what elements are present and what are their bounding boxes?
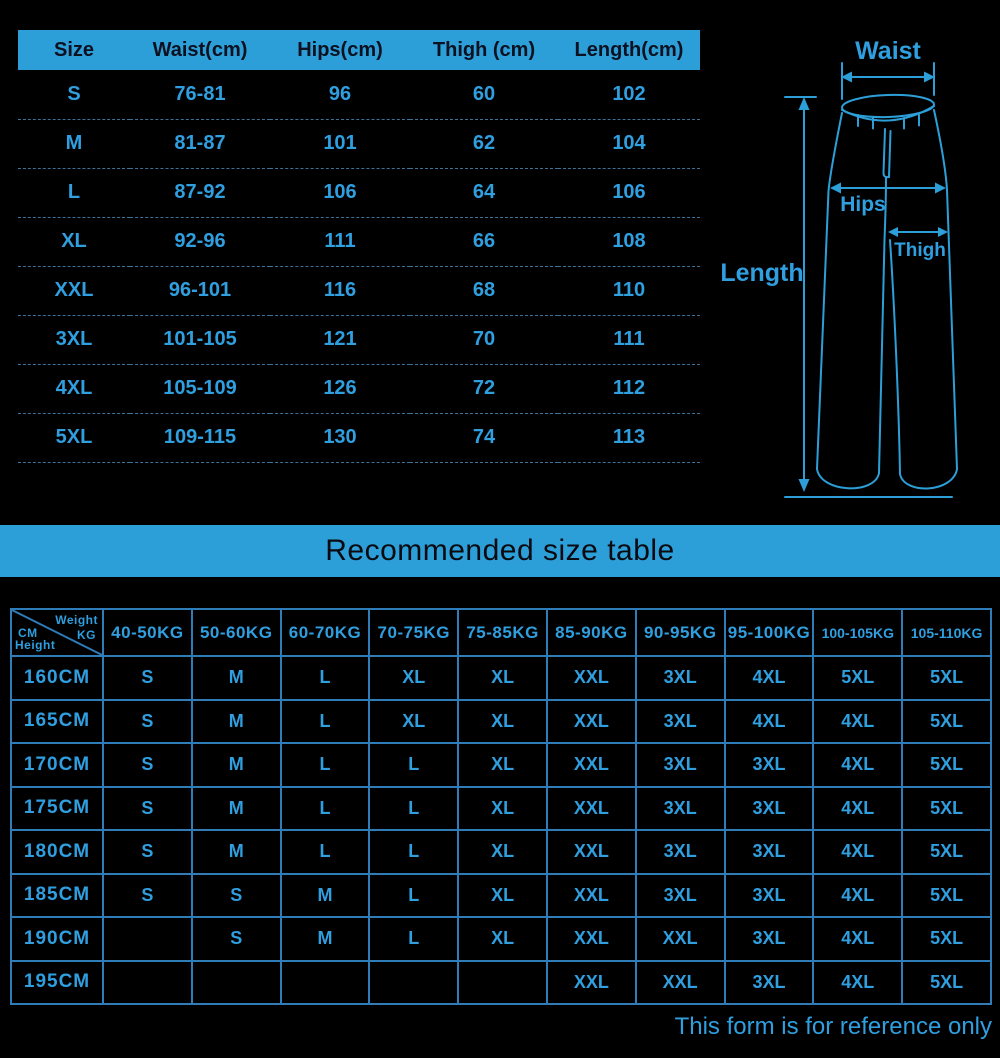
height-cell: 190CM [11,917,103,961]
corner-weight-label: Weight [55,613,98,627]
recommended-size-cell: 4XL [813,830,902,874]
recommended-size-cell: M [192,743,281,787]
corner-height-label: Height [15,638,56,652]
recommended-size-cell: XL [458,874,547,918]
recommended-size-cell: 5XL [902,656,991,700]
recommended-size-cell: L [281,700,370,744]
reference-note: This form is for reference only [674,1013,992,1040]
recommended-size-cell: XXL [547,700,636,744]
measurement-cell: 60 [410,70,558,119]
pants-diagram [700,25,1000,520]
recommended-size-cell: 3XL [636,787,725,831]
recommended-size-cell: 5XL [902,917,991,961]
weight-range-header: 50-60KG [192,609,281,656]
recommended-size-cell: L [281,787,370,831]
size-table-head-row [18,30,700,70]
recommended-size-cell [369,961,458,1005]
measurement-cell: 92-96 [130,217,270,266]
size-table-row [18,266,700,315]
height-cell: 195CM [11,961,103,1005]
recommended-size-cell: XXL [547,830,636,874]
recommended-size-cell: XXL [547,961,636,1005]
rec-table-row [11,874,991,918]
recommended-size-cell: 4XL [725,656,814,700]
recommended-size-cell: XL [458,656,547,700]
size-table-row [18,413,700,462]
measurement-cell: 87-92 [130,168,270,217]
recommended-size-cell: S [103,830,192,874]
rec-table-body [11,656,991,1004]
size-name-cell: 4XL [18,364,130,413]
recommended-size-cell: XL [458,700,547,744]
recommended-size-cell: 5XL [902,700,991,744]
recommended-size-cell: 3XL [725,787,814,831]
size-table-row [18,119,700,168]
recommended-size-cell: 4XL [813,874,902,918]
measurement-cell: 62 [410,119,558,168]
recommended-size-cell: M [281,874,370,918]
size-table-header-cell: Hips(cm) [270,30,410,70]
weight-range-header: 95-100KG [725,609,814,656]
size-table-body [18,70,700,462]
weight-range-header: 90-95KG [636,609,725,656]
recommended-size-cell: 4XL [813,917,902,961]
weight-range-header: 100-105KG [813,609,902,656]
recommended-size-cell: XXL [636,961,725,1005]
left-leg-outer [817,113,842,469]
measurement-cell: 105-109 [130,364,270,413]
recommended-size-cell: 4XL [813,743,902,787]
recommended-size-cell: 3XL [725,743,814,787]
measurement-cell: 116 [270,266,410,315]
rec-table-row [11,743,991,787]
rec-table-row [11,830,991,874]
size-name-cell: 3XL [18,315,130,364]
height-cell: 160CM [11,656,103,700]
corner-cm-label: CM [18,626,38,640]
recommended-size-cell: M [192,656,281,700]
rec-table-row [11,917,991,961]
size-table-row [18,70,700,119]
recommended-size-cell: L [369,874,458,918]
height-cell: 175CM [11,787,103,831]
measurement-cell: 96 [270,70,410,119]
recommended-size-cell: XL [369,700,458,744]
measurement-cell: 126 [270,364,410,413]
measurement-cell: 101-105 [130,315,270,364]
weight-range-header: 85-90KG [547,609,636,656]
recommended-size-cell: S [192,917,281,961]
measurement-cell: 110 [558,266,700,315]
rec-table-row [11,656,991,700]
recommended-size-cell: L [281,830,370,874]
weight-range-header: 40-50KG [103,609,192,656]
weight-range-header: 105-110KG [902,609,991,656]
corner-cell [11,609,103,656]
recommended-size-cell: 5XL [902,961,991,1005]
recommended-size-cell: XXL [636,917,725,961]
measurement-cell: 81-87 [130,119,270,168]
recommended-size-cell: 5XL [902,830,991,874]
size-name-cell: 5XL [18,413,130,462]
recommended-size-cell: 3XL [725,961,814,1005]
weight-range-header: 60-70KG [281,609,370,656]
recommended-size-cell: 3XL [636,743,725,787]
recommended-size-cell: M [281,917,370,961]
size-name-cell: M [18,119,130,168]
size-name-cell: L [18,168,130,217]
recommended-size-cell [192,961,281,1005]
recommended-size-cell: 4XL [813,787,902,831]
height-cell: 180CM [11,830,103,874]
measurement-cell: 112 [558,364,700,413]
recommended-size-cell: XL [458,743,547,787]
size-table-header-cell: Thigh (cm) [410,30,558,70]
recommended-size-cell: XXL [547,743,636,787]
recommended-size-cell: S [192,874,281,918]
recommended-size-cell: 3XL [725,874,814,918]
recommended-size-cell: XL [369,656,458,700]
recommended-size-cell: 5XL [902,874,991,918]
measurement-cell: 68 [410,266,558,315]
right-leg-outer [934,110,957,469]
recommended-size-cell: L [369,787,458,831]
recommended-size-cell: M [192,787,281,831]
size-table-row [18,168,700,217]
recommended-size-cell: XL [458,787,547,831]
recommended-size-cell: XL [458,917,547,961]
measurement-cell: 102 [558,70,700,119]
measurement-cell: 74 [410,413,558,462]
recommended-size-cell: XXL [547,917,636,961]
corner-kg-label: KG [77,628,96,642]
size-name-cell: XL [18,217,130,266]
measurement-cell: 104 [558,119,700,168]
waist-label: Waist [855,37,921,65]
measurement-cell: 130 [270,413,410,462]
recommended-size-cell: S [103,700,192,744]
size-table-row [18,315,700,364]
recommended-size-cell: 3XL [636,700,725,744]
recommended-size-cell: 3XL [636,656,725,700]
recommended-size-cell: XXL [547,656,636,700]
size-table-header-cell: Length(cm) [558,30,700,70]
recommended-size-cell: XL [458,830,547,874]
recommended-size-cell: L [369,917,458,961]
recommended-size-cell: 3XL [725,830,814,874]
size-table [18,30,700,463]
measurement-cell: 106 [270,168,410,217]
recommended-size-cell: L [281,656,370,700]
measurement-cell: 66 [410,217,558,266]
measurement-cell: 76-81 [130,70,270,119]
fly-seam [884,129,891,177]
recommended-size-cell: 5XL [813,656,902,700]
size-table-row [18,364,700,413]
hips-label: Hips [840,193,886,216]
size-table-header-cell: Waist(cm) [130,30,270,70]
measurement-cell: 70 [410,315,558,364]
measurement-cell: 109-115 [130,413,270,462]
recommended-size-cell: S [103,787,192,831]
rec-table-row [11,787,991,831]
length-label: Length [720,259,804,287]
recommended-size-cell: 4XL [813,700,902,744]
measurement-cell: 108 [558,217,700,266]
weight-range-header: 70-75KG [369,609,458,656]
recommended-size-cell: 5XL [902,787,991,831]
height-cell: 165CM [11,700,103,744]
thigh-label: Thigh [894,240,946,261]
recommended-size-cell: L [369,743,458,787]
recommended-size-cell [103,961,192,1005]
recommended-size-cell: M [192,830,281,874]
recommended-size-cell [281,961,370,1005]
measurement-cell: 101 [270,119,410,168]
recommended-size-cell: 4XL [813,961,902,1005]
weight-range-header: 75-85KG [458,609,547,656]
height-cell: 170CM [11,743,103,787]
rec-table-row [11,961,991,1005]
size-name-cell: XXL [18,266,130,315]
recommended-size-cell: XXL [547,874,636,918]
measurement-cell: 113 [558,413,700,462]
height-cell: 185CM [11,874,103,918]
recommended-size-cell: 5XL [902,743,991,787]
measurement-cell: 96-101 [130,266,270,315]
size-table-header-cell: Size [18,30,130,70]
band-title: Recommended size table [325,534,675,567]
recommended-size-cell: M [192,700,281,744]
recommended-size-cell [103,917,192,961]
size-table-row [18,217,700,266]
recommended-size-cell: 3XL [636,874,725,918]
recommended-size-cell [458,961,547,1005]
recommended-size-table [10,608,992,1005]
recommended-size-cell: L [281,743,370,787]
recommended-size-cell: S [103,656,192,700]
recommended-size-cell: 4XL [725,700,814,744]
measurement-cell: 64 [410,168,558,217]
measurement-cell: 72 [410,364,558,413]
measurement-cell: 106 [558,168,700,217]
recommended-size-cell: L [369,830,458,874]
measurement-cell: 111 [558,315,700,364]
rec-table-head-row [11,609,991,656]
measurement-cell: 121 [270,315,410,364]
size-name-cell: S [18,70,130,119]
recommended-size-band [0,525,1000,577]
recommended-size-cell: XXL [547,787,636,831]
measurement-cell: 111 [270,217,410,266]
rec-table-row [11,700,991,744]
recommended-size-cell: 3XL [636,830,725,874]
recommended-size-cell: 3XL [725,917,814,961]
recommended-size-cell: S [103,743,192,787]
recommended-size-cell: S [103,874,192,918]
